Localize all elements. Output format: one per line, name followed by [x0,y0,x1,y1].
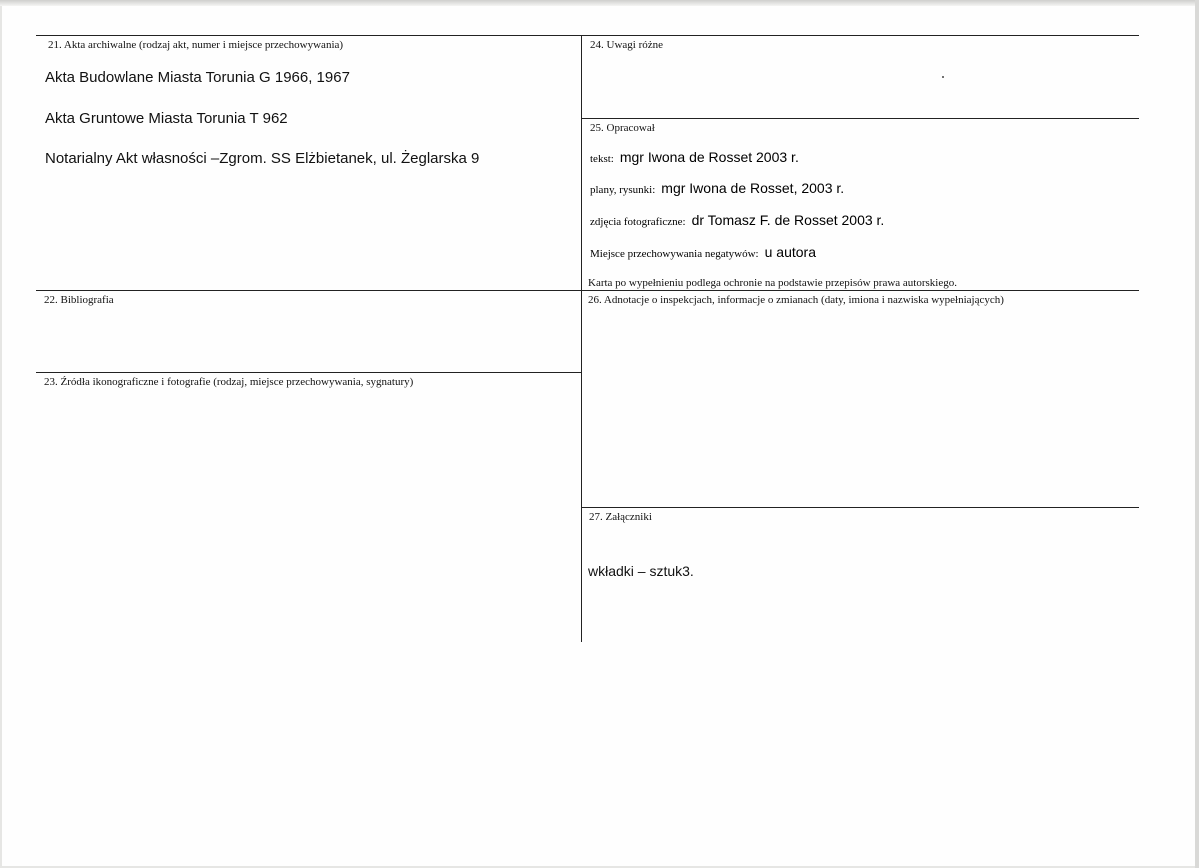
section-23-label: 23. Źródła ikonograficzne i fotografie (rodzaj, miejsce przechowywania, sygnatury) [44,376,414,388]
archive-record-2: Akta Gruntowe Miasta Torunia T 962 [45,110,288,127]
section-26-label: 26. Adnotacje o inspekcjach, informacje o zmianach (daty, imiona i nazwiska wypełniających) [588,294,1004,306]
plany-label: plany, rysunki: [590,184,656,196]
copyright-note: Karta po wypełnieniu podlega ochronie na podstawie przepisów prawa autorskiego. [588,277,957,289]
zdjecia-value: dr Tomasz F. de Rosset 2003 r. [691,212,885,228]
tekst-label: tekst: [590,153,614,165]
rule-22-26 [36,290,1139,291]
archive-record-1: Akta Budowlane Miasta Torunia G 1966, 1967 [45,69,350,86]
scan-edge-top [0,0,1199,6]
rule-25 [581,118,1139,119]
section-22-label: 22. Bibliografia [44,294,114,306]
plany-value: mgr Iwona de Rosset, 2003 r. [661,180,845,196]
top-rule [36,35,1139,36]
scan-speck [942,76,944,78]
section-21-label: 21. Akta archiwalne (rodzaj akt, numer i miejsce przechowywania) [48,39,344,51]
negatywy-value: u autora [764,244,816,260]
attachments-value: wkładki – sztuk3. [588,563,694,579]
rule-27 [581,507,1139,508]
section-24-label: 24. Uwagi różne [590,39,664,51]
author-plans-row [590,180,844,198]
negatywy-label: Miejsce przechowywania negatywów: [590,248,759,260]
author-text-row [590,149,799,167]
section-27-label: 27. Załączniki [589,511,652,523]
scan-edge-right [1195,0,1199,868]
negatives-location-row [590,244,816,262]
author-photos-row [590,212,884,230]
section-25-label: 25. Opracował [590,122,655,134]
archive-record-3: Notarialny Akt własności –Zgrom. SS Elżbietanek, ul. Żeglarska 9 [45,150,480,167]
rule-23 [36,372,582,373]
tekst-value: mgr Iwona de Rosset 2003 r. [619,149,799,165]
zdjecia-label: zdjęcia fotograficzne: [590,216,686,228]
center-divider [581,35,582,642]
